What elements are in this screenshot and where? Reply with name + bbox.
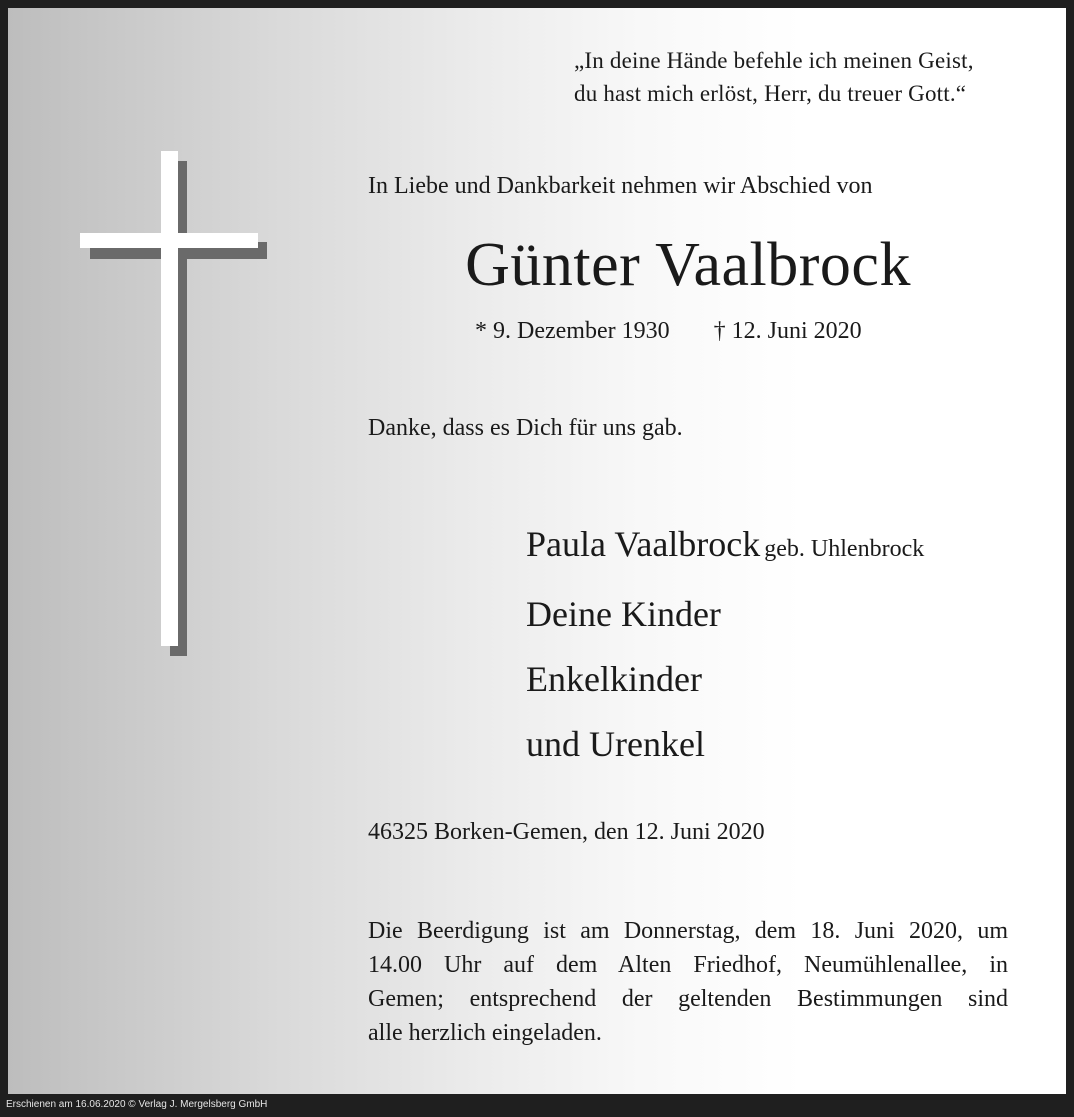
intro-text: In Liebe und Dankbarkeit nehmen wir Abschied von [368, 173, 873, 199]
place-and-date: 46325 Borken-Gemen, den 12. Juni 2020 [368, 819, 765, 845]
deceased-name: Günter Vaalbrock [465, 231, 911, 299]
bible-verse [574, 44, 974, 110]
mourner-grandchildren: Enkelkinder [526, 659, 702, 699]
obituary-notice [8, 8, 1066, 1094]
funeral-info [368, 914, 1008, 1050]
life-dates [475, 318, 862, 345]
funeral-line-2: 14.00 Uhr auf dem Alten Friedhof, Neumühlenallee, in [368, 952, 1008, 978]
mourners-list [526, 512, 924, 777]
thanks-text: Danke, dass es Dich für uns gab. [368, 415, 683, 441]
death-date: † 12. Juni 2020 [713, 318, 862, 344]
cross-beam-horizontal [80, 233, 258, 248]
spouse-maiden-name: geb. Uhlenbrock [764, 536, 925, 562]
publication-footer: Erschienen am 16.06.2020 © Verlag J. Mergelsberg GmbH [6, 1099, 268, 1110]
mourner-children: Deine Kinder [526, 594, 721, 634]
cross-beam-vertical [161, 151, 178, 646]
birth-date: * 9. Dezember 1930 [475, 318, 670, 344]
funeral-line-4: alle herzlich eingeladen. [368, 1020, 602, 1046]
mourner-great-grandchildren: und Urenkel [526, 724, 705, 764]
spouse-name: Paula Vaalbrock [526, 524, 761, 564]
funeral-line-1: Die Beerdigung ist am Donnerstag, dem 18. Juni 2020, um [368, 918, 1008, 944]
funeral-line-3: Gemen; entsprechend der geltenden Bestimmungen sind [368, 986, 1008, 1012]
verse-line-2: du hast mich erlöst, Herr, du treuer Gott.“ [574, 81, 967, 106]
mourner-spouse [526, 512, 924, 582]
verse-line-1: „In deine Hände befehle ich meinen Geist, [574, 48, 974, 73]
